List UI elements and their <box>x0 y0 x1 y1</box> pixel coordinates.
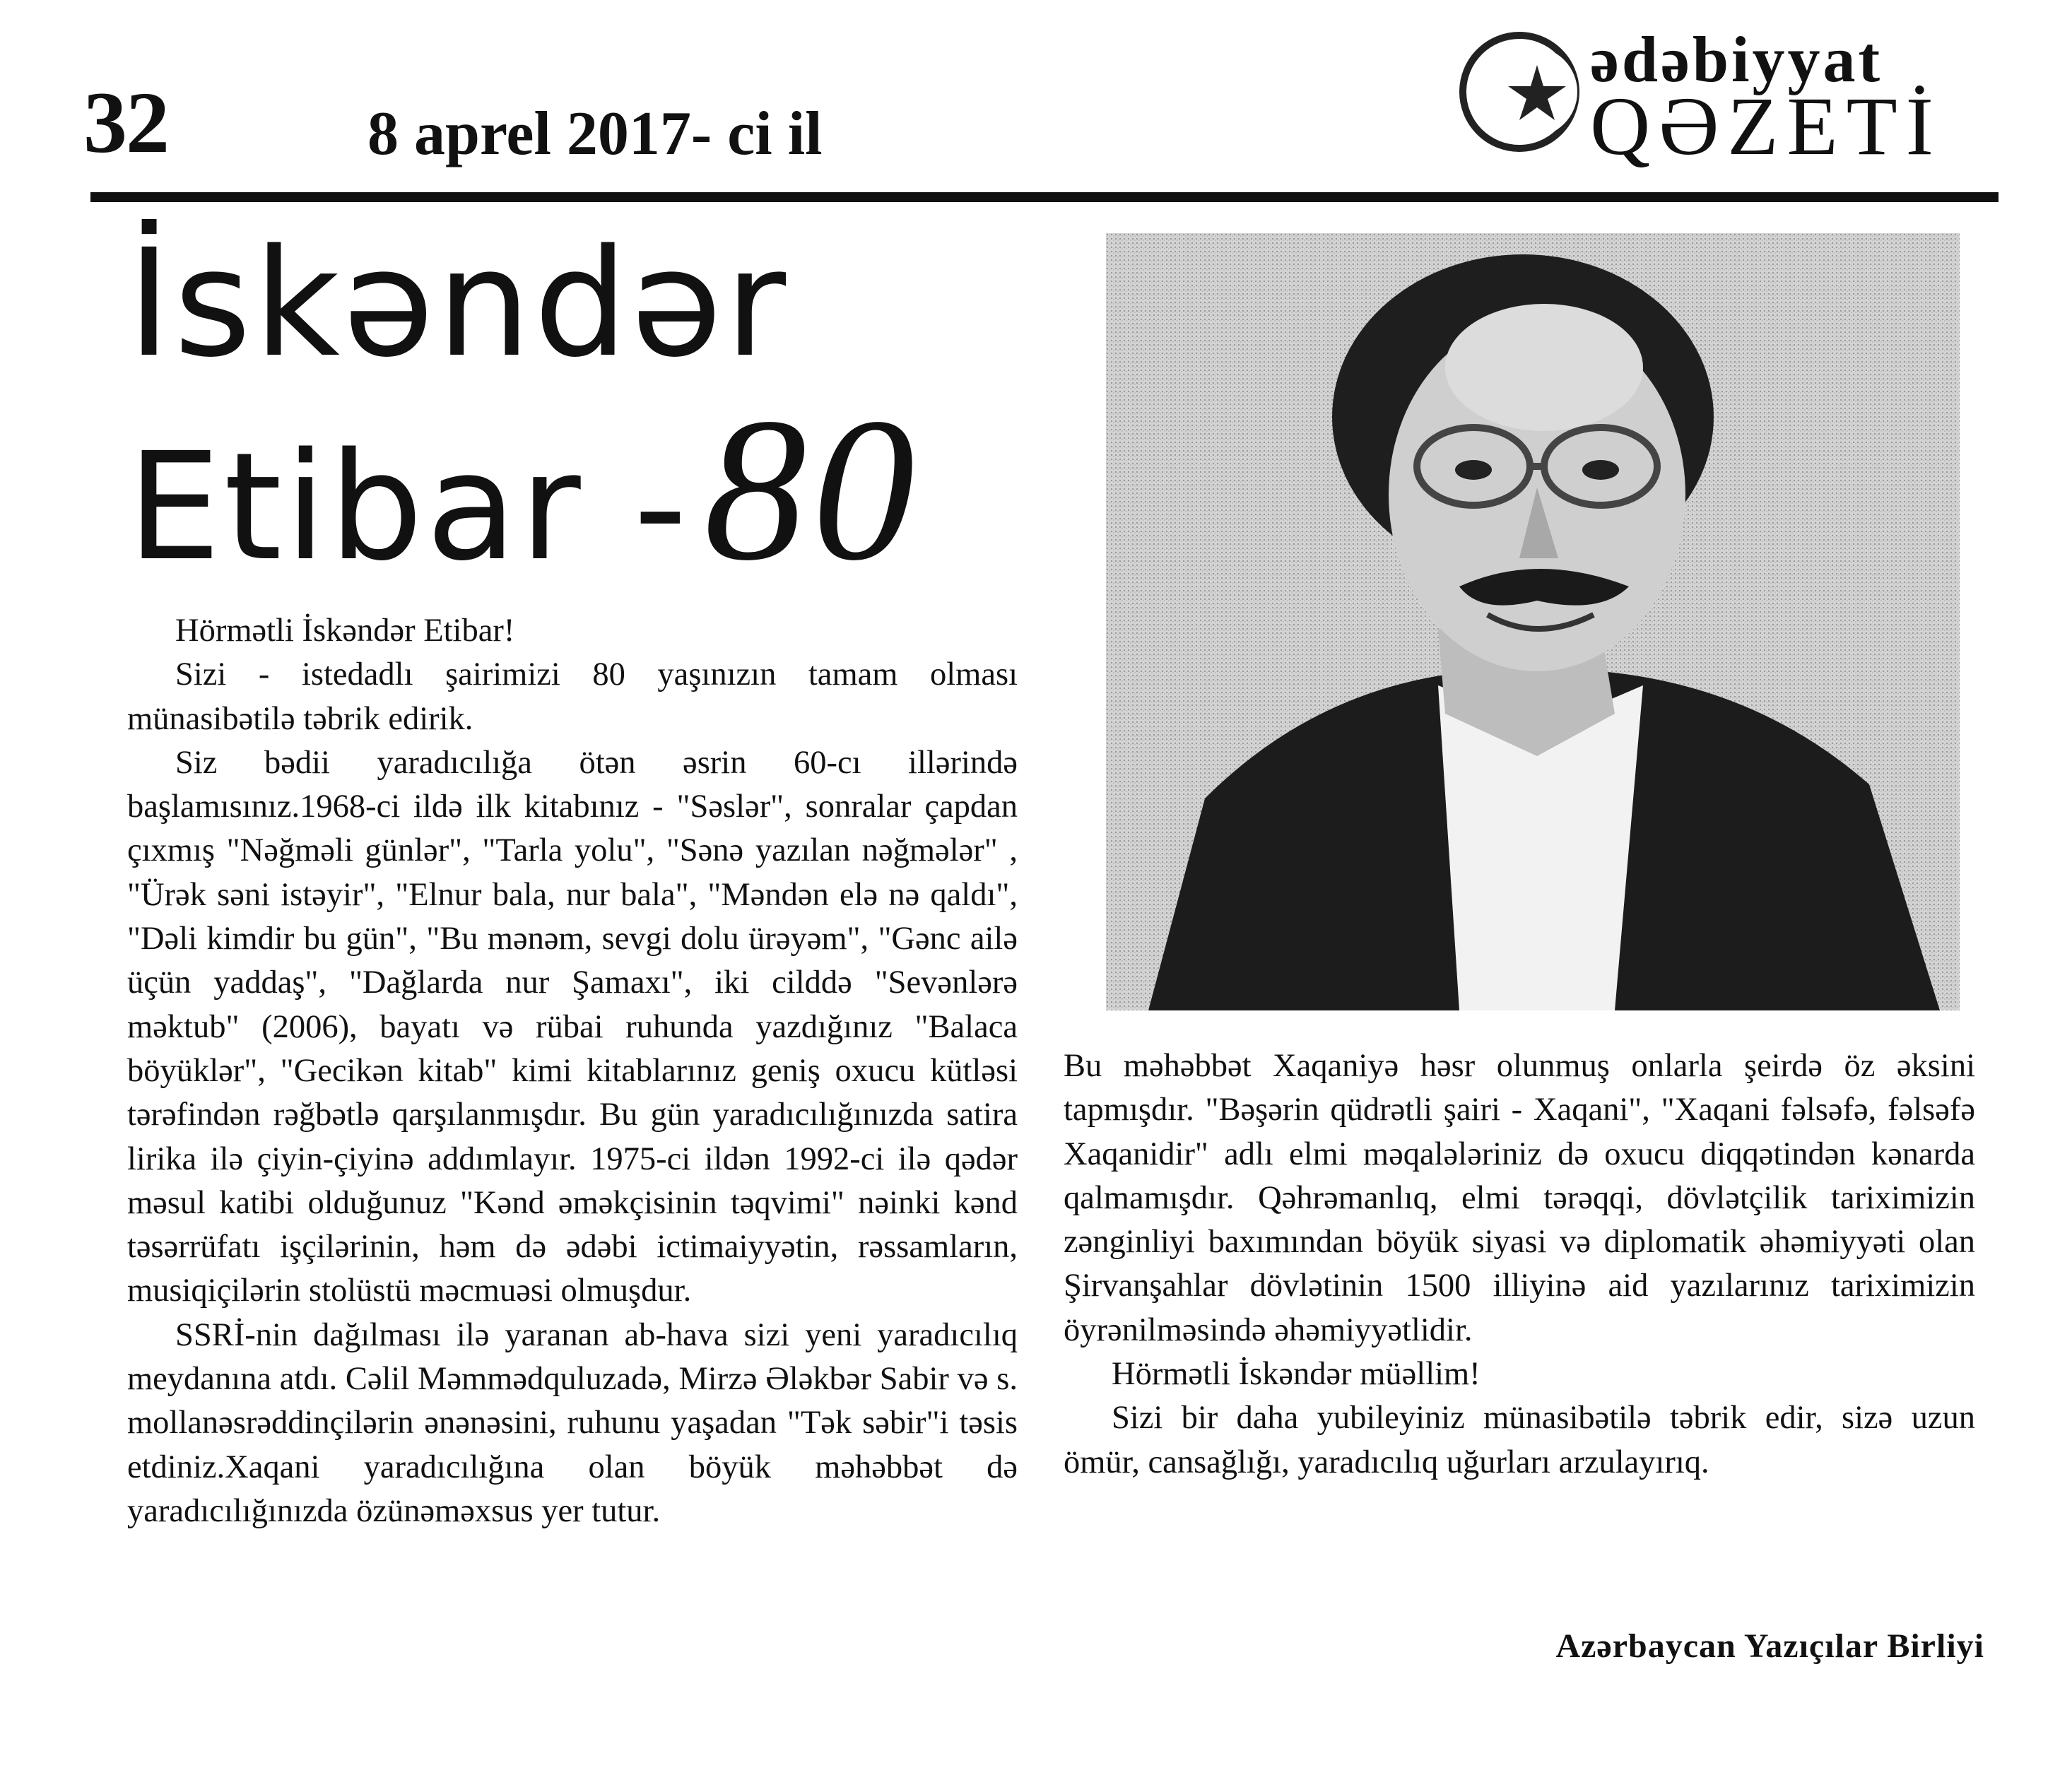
headline-name-line2: Etibar - <box>127 420 690 594</box>
star-crescent-emblem-icon <box>1449 21 1590 163</box>
article-paragraph: Hörmətli İskəndər müəllim! <box>1112 1356 1481 1393</box>
issue-date: 8 aprel 2017- ci il <box>367 100 823 168</box>
article-paragraph: Sizi bir daha yubileyiniz münasibətilə təbrik edir, sizə uzun ömür, cansağlığı, yaradıcılıq uğurları arzulayırıq. <box>1064 1400 1975 1480</box>
page-number: 32 <box>83 74 168 171</box>
portrait-photo <box>1106 233 1960 1010</box>
masthead <box>1449 14 1942 172</box>
article-right-column <box>1064 1044 1975 1485</box>
article-paragraph: Hörmətli İskəndər Etibar! <box>175 613 515 649</box>
masthead-line1: ədəbiyyat <box>1590 23 1883 95</box>
headline-name-line1: İskəndər <box>127 217 789 390</box>
headline <box>127 217 921 603</box>
article-paragraph: SSRİ-nin dağılması ilə yaranan ab-hava sizi yeni yaradıcılıq meydanına atdı. Cəlil Məmmədquluzadə, Mirzə Ələkbər Sabir və s. mollanəsrəddinçilərin ənənəsini, ruhunu yaşadan "Tək səbir"i təsis etdiniz.Xaqani yaradıcılığına olan böyük məhəbbət də yaradıcılığınızda özünəməxsus yer tutur. <box>127 1316 1018 1529</box>
headline-name-line2-wrap <box>127 375 921 603</box>
article-paragraph: Sizi - istedadlı şairimizi 80 yaşınızın tamam olması münasibətilə təbrik edirik. <box>127 656 1018 737</box>
article-left-column <box>127 609 1018 1533</box>
top-rule <box>90 192 1999 202</box>
signature: Azərbaycan Yazıçılar Birliyi <box>1555 1627 1984 1665</box>
article-paragraph-continued: Bu məhəbbət Xaqaniyə həsr olunmuş onlarla şeirdə öz əksini tapmışdır. "Bəşərin qüdrətli şairi - Xaqani", "Xaqani fəlsəfə, fəlsəfə Xaqanidir" adlı elmi məqalələriniz də oxucu diqqətindən kənarda qalmamışdır. Qəhrəmanlıq, elmi tərəqqi, dövlətçilik tariximizin zənginliyi baxımından böyük siyasi və diplomatik əhəmiyyəti olan Şirvanşahlar dövlətinin 1500 illiyinə aid yazılarınız tariximizin öyrənilməsində əhəmiyyətlidir. <box>1064 1048 1975 1348</box>
article-paragraph: Siz bədii yaradıcılığa ötən əsrin 60-cı illərində başlamısınız.1968-ci ildə ilk kitabınız - "Səslər", sonralar çapdan çıxmış "Nəğməli günlər", "Tarla yolu", "Sənə yazılan nəğmələr" , "Ürək səni istəyir", "Elnur bala, nur bala", "Məndən elə nə qaldı", "Dəli kimdir bu gün", "Bu mənəm, sevgi dolu ürəyəm", "Gənc ailə üçün yaddaş", "Dağlarda nur Şamaxı", iki cilddə "Sevənlərə məktub" (2006), bayatı və rübai ruhunda yazdığınız "Balaca böyüklər", "Gecikən kitab" kimi kitablarınız geniş oxucu kütləsi tərəfindən rəğbətlə qarşılanmışdır. Bu gün yaradıcılığınızda satira lirika ilə çiyin-çiyinə addımlayır. 1975-ci ildən 1992-ci ilə qədər məsul katibi olduğunuz "Kənd əməkçisinin təqvimi" nəinki kənd təsərrüfatı işçilərinin, həm də ədəbi ictimaiyyətin, rəssamların, musiqiçilərin stolüstü məcmuəsi olmuşdur. <box>127 744 1018 1309</box>
portrait-icon <box>1106 233 1960 1010</box>
headline-age: 80 <box>704 375 921 603</box>
masthead-line2: QƏZETİ <box>1590 80 1942 172</box>
